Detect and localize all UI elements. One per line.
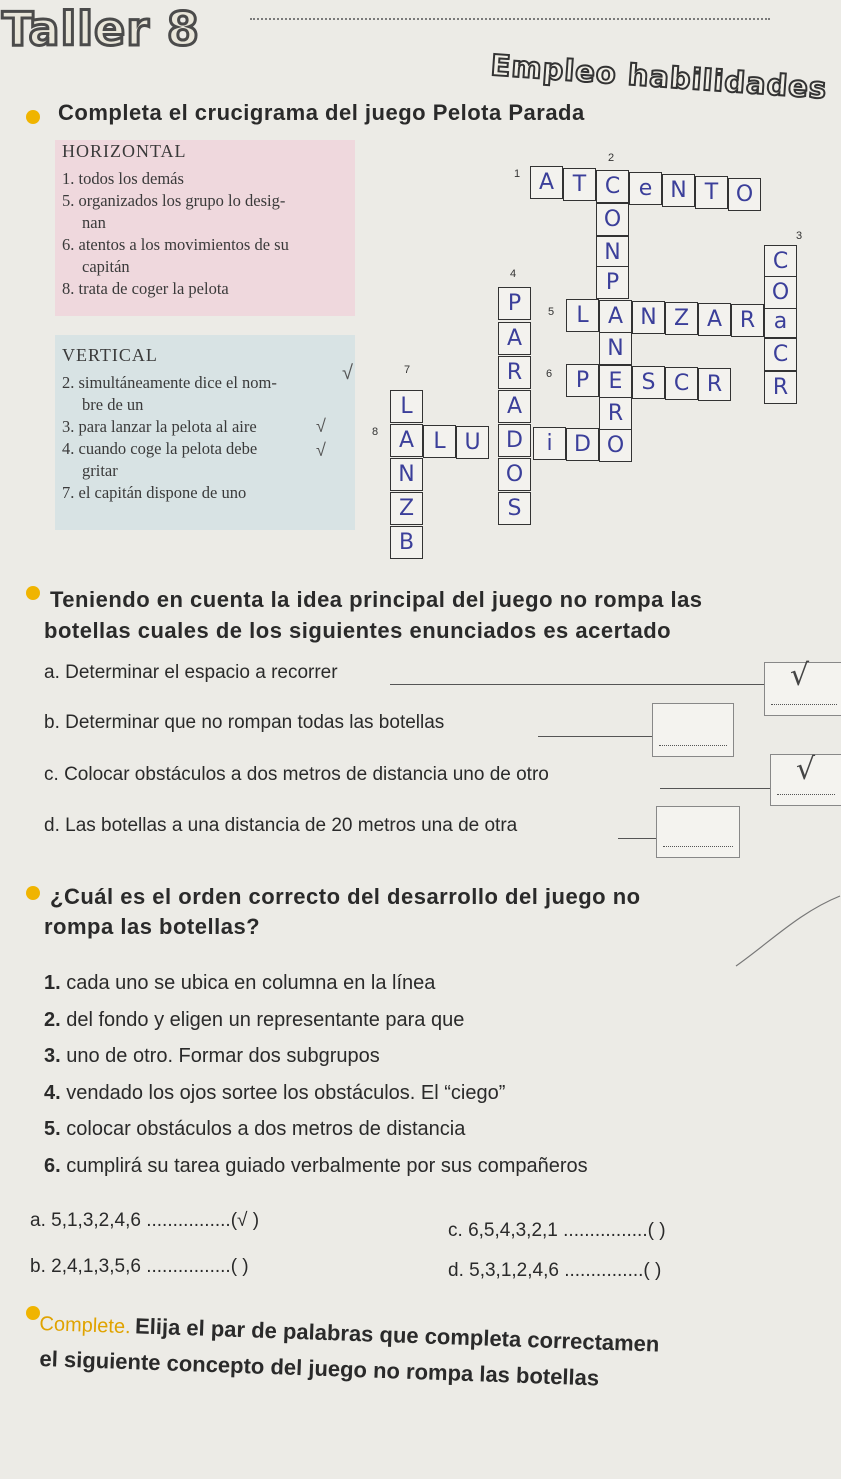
option-b-checkbox[interactable] bbox=[652, 703, 734, 757]
crossword-instruction: Completa el crucigrama del juego Pelota Parada bbox=[58, 100, 585, 125]
answer-mark: ( ) bbox=[643, 1260, 662, 1281]
crossword-cell[interactable]: T bbox=[695, 176, 728, 209]
option-letter: d. bbox=[44, 815, 60, 836]
answer-dots: ................ bbox=[146, 1210, 231, 1231]
check-mark: √ bbox=[790, 658, 810, 693]
answer-line bbox=[660, 788, 770, 789]
clue-h5: 5. organizados los grupo lo desig- bbox=[62, 191, 286, 210]
crossword-cell[interactable]: R bbox=[498, 356, 531, 389]
crossword-cell[interactable]: U bbox=[456, 426, 489, 459]
answer-letter: d. bbox=[448, 1260, 464, 1281]
statements-instruction-line2: botellas cuales de los siguientes enunciados es acertado bbox=[44, 618, 672, 643]
complete-text-line2: el siguiente concepto del juego no rompa las botellas bbox=[39, 1346, 600, 1391]
answer-letter: a. bbox=[30, 1210, 46, 1231]
crossword-cell[interactable]: B bbox=[390, 526, 423, 559]
crossword-cell[interactable]: R bbox=[731, 304, 764, 337]
clue-number: 8 bbox=[372, 426, 379, 438]
answer-option-b[interactable] bbox=[30, 1256, 249, 1278]
clue-h5-cont: nan bbox=[82, 213, 106, 232]
answer-sequence: 5,3,1,2,4,6 bbox=[469, 1260, 559, 1281]
clue-v4-cont: gritar bbox=[82, 461, 118, 480]
crossword-cell[interactable]: R bbox=[764, 371, 797, 404]
crossword-cell[interactable]: A bbox=[698, 303, 731, 336]
clue-number: 7 bbox=[404, 364, 411, 376]
crossword-cell[interactable]: D bbox=[566, 428, 599, 461]
crossword-cell[interactable]: P bbox=[566, 364, 599, 397]
order-question-line1: ¿Cuál es el orden correcto del desarrollo del juego no bbox=[50, 884, 641, 909]
step-item bbox=[44, 1148, 834, 1185]
crossword-cell[interactable]: A bbox=[530, 166, 563, 199]
answer-letter: b. bbox=[30, 1256, 46, 1277]
crossword-cell[interactable]: N bbox=[390, 458, 423, 491]
bullet-icon bbox=[26, 1306, 40, 1320]
step-text: cumplirá su tarea guiado verbalmente por sus compañeros bbox=[66, 1154, 588, 1177]
step-number: 6. bbox=[44, 1154, 61, 1177]
crossword-cell[interactable]: A bbox=[390, 424, 423, 457]
clue-v3: 3. para lanzar la pelota al aire bbox=[62, 417, 257, 436]
complete-label: Complete. bbox=[39, 1312, 131, 1339]
complete-text-line1: Elija el par de palabras que completa correctamen bbox=[134, 1313, 660, 1357]
answer-option-c[interactable] bbox=[448, 1220, 666, 1242]
clue-v4: 4. cuando coge la pelota debe bbox=[62, 439, 258, 458]
step-number: 2. bbox=[44, 1008, 61, 1031]
bullet-icon bbox=[26, 886, 40, 900]
vertical-heading: VERTICAL bbox=[62, 345, 158, 365]
answer-mark: ( ) bbox=[230, 1256, 249, 1277]
answer-option-a[interactable] bbox=[30, 1210, 259, 1232]
crossword-cell[interactable]: N bbox=[596, 236, 629, 269]
step-number: 1. bbox=[44, 972, 61, 994]
crossword-cell[interactable]: L bbox=[423, 425, 456, 458]
order-question-line2: rompa las botellas? bbox=[44, 914, 261, 939]
crossword-cell[interactable]: L bbox=[390, 390, 423, 423]
answer-sequence: 5,1,3,2,4,6 bbox=[51, 1210, 141, 1231]
clue-number: 3 bbox=[796, 230, 803, 242]
bullet-icon bbox=[26, 586, 40, 600]
clue-number: 4 bbox=[510, 268, 517, 280]
step-number: 4. bbox=[44, 1081, 61, 1104]
clue-v2: 2. simultáneamente dice el nom- bbox=[62, 373, 277, 392]
check-mark: √ bbox=[316, 440, 326, 460]
clue-h6: 6. atentos a los movimientos de su bbox=[62, 235, 289, 254]
step-item bbox=[44, 1111, 834, 1148]
answer-dots: ................ bbox=[563, 1220, 648, 1241]
crossword-cell[interactable]: T bbox=[563, 168, 596, 201]
option-d bbox=[44, 815, 517, 837]
crossword-cell[interactable]: N bbox=[599, 332, 632, 365]
clue-h1: 1. todos los demás bbox=[62, 169, 184, 188]
horizontal-heading: HORIZONTAL bbox=[62, 141, 187, 161]
step-text: cada uno se ubica en columna en la línea bbox=[66, 972, 436, 994]
crossword-cell[interactable]: O bbox=[596, 203, 629, 236]
option-letter: b. bbox=[44, 712, 60, 733]
check-mark: √ bbox=[342, 362, 353, 384]
check-mark: √ bbox=[316, 416, 326, 436]
option-text: Determinar el espacio a recorrer bbox=[65, 662, 338, 683]
crossword-cell[interactable]: A bbox=[498, 390, 531, 423]
crossword-cell[interactable]: O bbox=[498, 458, 531, 491]
option-a bbox=[44, 662, 338, 684]
option-c bbox=[44, 764, 549, 786]
answer-dots: ................ bbox=[146, 1256, 231, 1277]
crossword-cell[interactable]: N bbox=[662, 174, 695, 207]
answer-sequence: 2,4,1,3,5,6 bbox=[51, 1256, 141, 1277]
clue-number: 2 bbox=[608, 152, 615, 164]
option-text: Las botellas a una distancia de 20 metros una de otra bbox=[65, 815, 518, 836]
option-letter: c. bbox=[44, 764, 59, 785]
crossword-cell[interactable]: Z bbox=[390, 492, 423, 525]
step-item bbox=[44, 1038, 834, 1075]
check-mark: √ bbox=[796, 752, 816, 787]
clue-h8: 8. trata de coger la pelota bbox=[62, 279, 229, 298]
crossword-cell[interactable]: L bbox=[566, 299, 599, 332]
step-number: 3. bbox=[44, 1045, 61, 1067]
clue-number: 1 bbox=[514, 168, 521, 180]
crossword-cell[interactable]: O bbox=[728, 178, 761, 211]
crossword-cell[interactable]: e bbox=[629, 172, 662, 205]
option-b bbox=[44, 712, 444, 734]
step-item bbox=[44, 965, 834, 1002]
clue-number: 6 bbox=[546, 368, 553, 380]
crossword-cell[interactable]: A bbox=[498, 322, 531, 355]
crossword-cell[interactable]: N bbox=[632, 301, 665, 334]
answer-line bbox=[390, 684, 764, 685]
crossword-cell[interactable]: O bbox=[599, 429, 632, 462]
crossword-cell[interactable]: C bbox=[764, 245, 797, 278]
clue-v7: 7. el capitán dispone de uno bbox=[62, 483, 247, 502]
answer-mark: ( ) bbox=[647, 1220, 666, 1241]
crossword-cell[interactable]: D bbox=[498, 424, 531, 457]
step-text: uno de otro. Formar dos subgrupos bbox=[66, 1045, 380, 1067]
crossword-cell[interactable]: Z bbox=[665, 302, 698, 335]
steps-list bbox=[44, 965, 834, 1184]
crossword-cell[interactable]: R bbox=[599, 397, 632, 430]
clue-v2-cont: bre de un bbox=[82, 395, 144, 414]
step-text: colocar obstáculos a dos metros de distancia bbox=[66, 1118, 466, 1140]
crossword-cell[interactable]: A bbox=[599, 300, 632, 333]
worksheet-subtitle: Empleo habilidades bbox=[489, 48, 829, 106]
crossword-grid bbox=[0, 0, 841, 560]
statements-instruction-line1: Teniendo en cuenta la idea principal del juego no rompa las bbox=[50, 587, 703, 612]
crossword-cell[interactable]: i bbox=[533, 427, 566, 460]
answer-mark: (√ ) bbox=[230, 1210, 260, 1231]
answer-line bbox=[538, 736, 652, 737]
crossword-cell[interactable]: R bbox=[698, 368, 731, 401]
crossword-cell[interactable]: S bbox=[498, 492, 531, 525]
crossword-cell[interactable]: O bbox=[764, 276, 797, 309]
step-number: 5. bbox=[44, 1118, 61, 1140]
answer-line bbox=[618, 838, 656, 839]
crossword-cell[interactable]: C bbox=[596, 170, 629, 203]
clue-number: 5 bbox=[548, 306, 555, 318]
option-d-checkbox[interactable] bbox=[656, 806, 740, 858]
crossword-cell[interactable]: a bbox=[764, 305, 797, 338]
answer-sequence: 6,5,4,3,2,1 bbox=[468, 1220, 558, 1241]
option-text: Colocar obstáculos a dos metros de distancia uno de otro bbox=[64, 764, 549, 785]
step-item bbox=[44, 1002, 834, 1039]
answer-letter: c. bbox=[448, 1220, 463, 1241]
answer-dots: ............... bbox=[564, 1260, 644, 1281]
clue-h6-cont: capitán bbox=[82, 257, 130, 276]
option-letter: a. bbox=[44, 662, 60, 683]
answer-curve bbox=[730, 892, 841, 972]
option-text: Determinar que no rompan todas las botellas bbox=[65, 712, 445, 733]
crossword-cell[interactable]: P bbox=[596, 266, 629, 299]
worksheet-title: Taller 8 bbox=[2, 2, 200, 56]
step-item bbox=[44, 1075, 834, 1112]
crossword-cell[interactable]: C bbox=[764, 338, 797, 371]
crossword-cell[interactable]: S bbox=[632, 366, 665, 399]
crossword-cell[interactable]: E bbox=[599, 365, 632, 398]
answer-option-d[interactable] bbox=[448, 1260, 661, 1282]
step-text: vendado los ojos sortee los obstáculos. El “ciego” bbox=[66, 1081, 506, 1104]
crossword-cell[interactable]: C bbox=[665, 367, 698, 400]
crossword-cell[interactable]: P bbox=[498, 287, 531, 320]
step-text: del fondo y eligen un representante para que bbox=[66, 1008, 465, 1031]
